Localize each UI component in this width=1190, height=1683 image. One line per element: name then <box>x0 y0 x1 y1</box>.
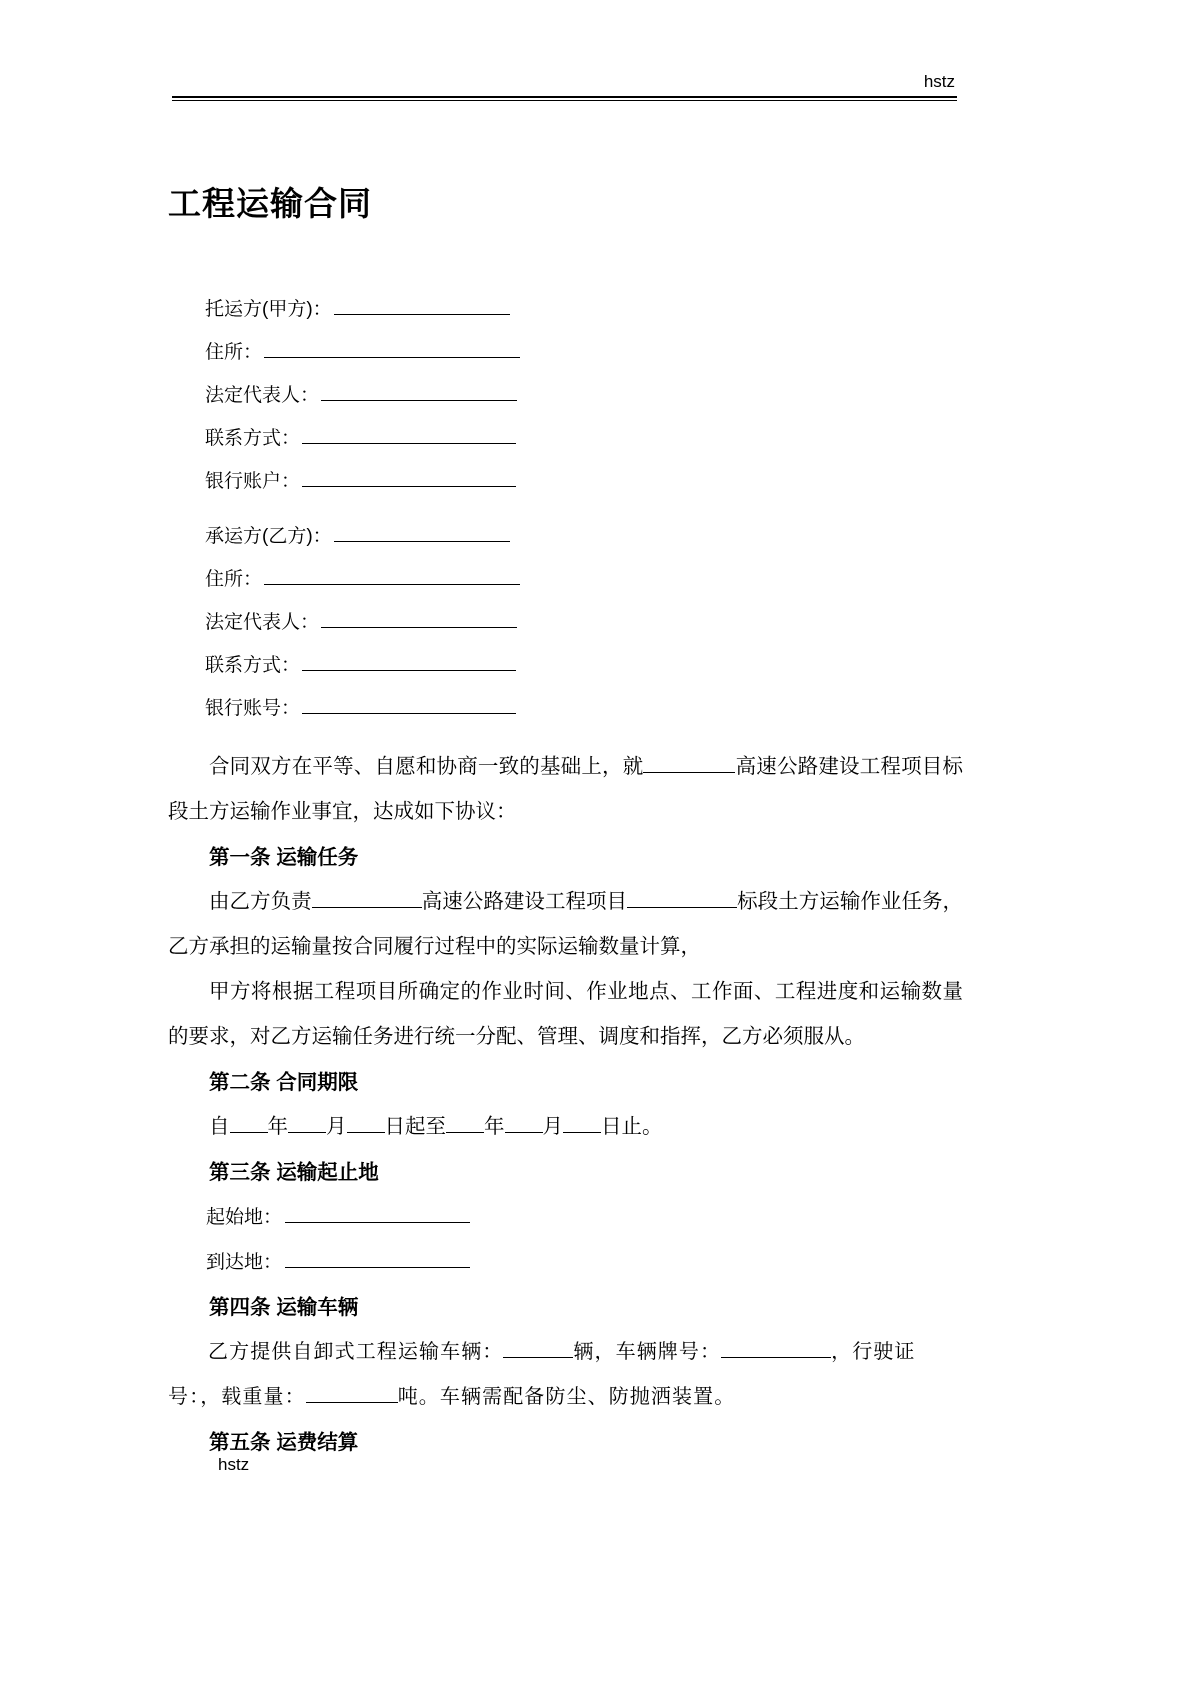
field-label-contact-b: 联系方式： <box>205 655 301 676</box>
clause-3-destination-row <box>168 1240 963 1285</box>
form-row-contact-a <box>205 417 520 460</box>
field-label-bank-b: 银行账号： <box>205 698 301 719</box>
clause-2-term-line <box>168 1105 963 1150</box>
destination-label: 到达地： <box>206 1252 283 1273</box>
origin-label: 起始地： <box>206 1207 283 1228</box>
term-blank-day-start[interactable] <box>347 1117 385 1133</box>
vehicle-text-part4: ，载重量： <box>200 1386 306 1408</box>
party-b-fields <box>205 515 520 730</box>
clause-1-paragraph-1 <box>168 880 963 970</box>
term-blank-month-start[interactable] <box>288 1117 326 1133</box>
field-label-legal-rep-b: 法定代表人： <box>205 612 320 633</box>
vehicle-blank-load[interactable] <box>306 1387 398 1403</box>
form-row-address-a <box>205 331 520 374</box>
field-label-consignor: 托运方(甲方)： <box>205 299 332 320</box>
preamble-blank-project[interactable] <box>643 757 735 773</box>
term-blank-year-start[interactable] <box>230 1117 268 1133</box>
vehicle-text-part2: 辆，车辆牌号： <box>573 1341 722 1363</box>
form-row-address-b <box>205 558 520 601</box>
form-row-consignor <box>205 288 520 331</box>
clause-4-heading: 第四条 运输车辆 <box>209 1296 359 1319</box>
vehicle-blank-plate[interactable] <box>721 1342 831 1358</box>
form-row-bank-b <box>205 687 520 730</box>
clause-3-heading: 第三条 运输起止地 <box>209 1161 379 1184</box>
document-title: 工程运输合同 <box>168 185 372 222</box>
clause-4-vehicle-line <box>168 1330 963 1420</box>
origin-blank[interactable] <box>285 1207 470 1223</box>
vehicle-text-part3: ，行驶证号： <box>168 1341 916 1408</box>
header-right-text: hstz <box>923 72 955 91</box>
field-label-address-a: 住所： <box>205 342 263 363</box>
clause1-text-part3: 标段土方运输作业任务，乙方承担的运输量按合同履行过程中的实际运输数量计算， <box>168 891 964 958</box>
field-blank-consignor[interactable] <box>334 298 510 315</box>
vehicle-blank-count[interactable] <box>503 1342 573 1358</box>
term-blank-year-end[interactable] <box>446 1117 484 1133</box>
preamble-text-part2: 高速公路建设工程项目标段土方运输作业事宜，达成如下协议： <box>168 756 963 823</box>
field-blank-legal-rep-b[interactable] <box>321 611 517 628</box>
preamble-text-part1: 合同双方在平等、自愿和协商一致的基础上，就 <box>209 756 644 778</box>
term-label-month-start: 月 <box>326 1116 347 1138</box>
field-blank-contact-b[interactable] <box>302 654 516 671</box>
field-label-address-b: 住所： <box>205 569 263 590</box>
form-row-carrier <box>205 515 520 558</box>
vehicle-text-part5: 吨。车辆需配备防尘、防抛洒装置。 <box>397 1386 736 1408</box>
term-label-year-start: 年 <box>267 1116 288 1138</box>
clause1-text-part2: 高速公路建设工程项目 <box>421 891 628 913</box>
clause-3-origin-row <box>168 1195 963 1240</box>
clause1-text-part1: 由乙方负责 <box>209 891 312 913</box>
field-blank-carrier[interactable] <box>334 525 510 542</box>
term-text-from: 自 <box>209 1116 230 1138</box>
field-label-contact-a: 联系方式： <box>205 428 301 449</box>
form-row-legal-rep-b <box>205 601 520 644</box>
term-blank-month-end[interactable] <box>505 1117 543 1133</box>
field-label-carrier: 承运方(乙方)： <box>205 526 332 547</box>
field-blank-address-a[interactable] <box>264 341 520 358</box>
form-row-contact-b <box>205 644 520 687</box>
clause-1-heading: 第一条 运输任务 <box>209 846 359 869</box>
field-blank-address-b[interactable] <box>264 568 520 585</box>
field-blank-legal-rep-a[interactable] <box>321 384 517 401</box>
field-blank-contact-a[interactable] <box>302 427 516 444</box>
term-label-day-end: 日止。 <box>601 1116 663 1138</box>
field-label-bank-a: 银行账户： <box>205 471 301 492</box>
preamble-paragraph <box>168 745 963 835</box>
term-blank-day-end[interactable] <box>563 1117 601 1133</box>
term-label-year-end: 年 <box>484 1116 505 1138</box>
term-label-day-start: 日起至 <box>384 1116 446 1138</box>
document-body <box>168 745 963 1465</box>
field-blank-bank-a[interactable] <box>302 470 516 487</box>
field-blank-bank-b[interactable] <box>302 697 516 714</box>
clause-5-heading: 第五条 运费结算 <box>209 1431 359 1454</box>
party-a-fields <box>205 288 520 503</box>
destination-blank[interactable] <box>285 1252 470 1268</box>
clause-1-paragraph-2: 甲方将根据工程项目所确定的作业时间、作业地点、工作面、工程进度和运输数量的要求，对乙方运输任务进行统一分配、管理、调度和指挥，乙方必须服从。 <box>168 981 963 1048</box>
field-label-legal-rep-a: 法定代表人： <box>205 385 320 406</box>
form-row-legal-rep-a <box>205 374 520 417</box>
clause-2-heading: 第二条 合同期限 <box>209 1071 359 1094</box>
clause1-blank-project[interactable] <box>312 892 422 908</box>
page-footer-text: hstz <box>218 1455 250 1474</box>
form-row-bank-a <box>205 460 520 503</box>
page-header <box>172 72 957 101</box>
term-label-month-end: 月 <box>542 1116 563 1138</box>
header-divider <box>172 96 957 101</box>
vehicle-text-part1: 乙方提供自卸式工程运输车辆： <box>208 1341 504 1363</box>
clause1-blank-section[interactable] <box>627 892 737 908</box>
